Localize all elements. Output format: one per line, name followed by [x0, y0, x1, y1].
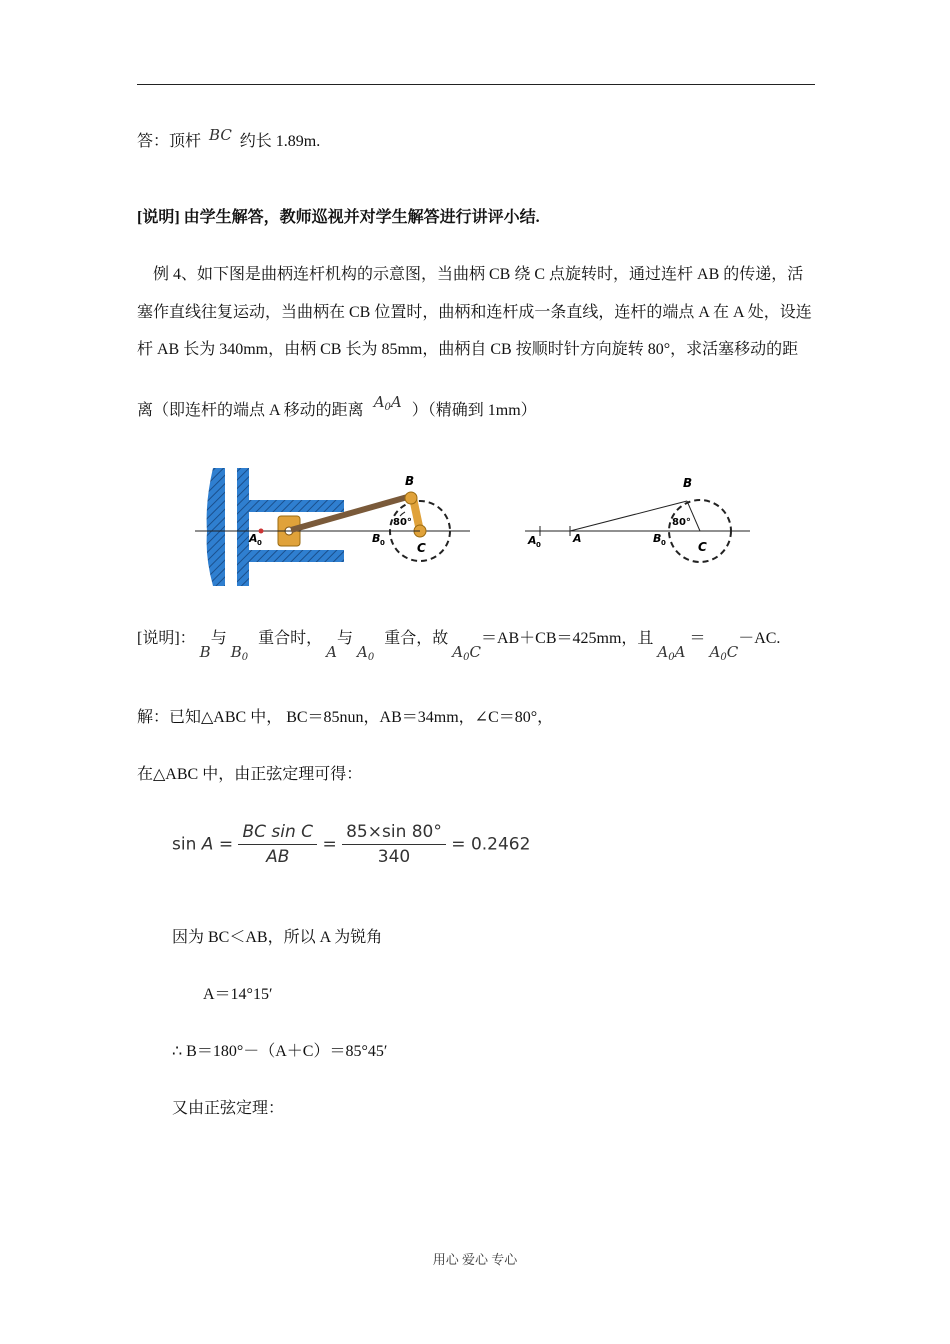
note-2-coincide-2: 重合，故 — [384, 630, 449, 647]
cylinder-bottom — [249, 550, 344, 562]
crank-mechanism-figure — [195, 462, 755, 597]
header-rule — [137, 84, 815, 85]
svg-text:0: 0 — [661, 539, 666, 547]
answer-line — [137, 126, 321, 152]
note-2-tag: [说明]： — [137, 630, 196, 647]
label-b-right: B — [683, 476, 693, 490]
label-b0-right: B — [653, 532, 662, 545]
svg-text:0: 0 — [536, 541, 541, 549]
note-2-a: A — [326, 643, 337, 661]
label-a0-right: A — [528, 534, 537, 547]
cylinder-wall — [237, 468, 249, 586]
answer-suffix: 约长 1.89m. — [239, 133, 321, 150]
example-line-4-prefix: 离（即连杆的端点 A 移动的距离 — [137, 402, 364, 419]
note-1 — [137, 208, 540, 228]
label-c-left: C — [417, 541, 426, 555]
note-2-with-2: 与 — [336, 630, 353, 647]
note-1-text: 由学生解答，教师巡视并对学生解答进行讲评小结. — [183, 209, 540, 226]
cylinder-top — [249, 500, 344, 512]
label-b-left: B — [405, 474, 415, 488]
angle-label-left: 80° — [393, 517, 412, 528]
formula-var-a: A — [201, 834, 214, 855]
solution-angle-a: A＝14°15′ — [203, 986, 273, 1003]
solution-angle-b: ∴ B＝180°－（A＋C）＝85°45′ — [172, 1043, 388, 1060]
note-2-a0a: $A_0A$ — [657, 643, 686, 663]
example-line-2: 塞作直线往复运动，当曲柄在 CB 位置时，曲柄和连杆成一条直线，连杆的端点 A 在 A 处，设连 — [137, 304, 812, 321]
note-2-a0c: $A_0C$ — [452, 643, 481, 663]
formula-sin: sin — [172, 834, 197, 855]
note-2-minus: －AC. — [738, 630, 781, 647]
note-2-eq-1: ＝AB＋CB＝425mm，且 — [480, 630, 654, 647]
solution-law: 在△ABC 中，由正弦定理可得： — [137, 766, 363, 783]
page-footer: 用心 爱心 专心 — [432, 1252, 518, 1267]
solution-because: 因为 BC＜AB，所以 A 为锐角 — [172, 929, 383, 946]
example-line-4 — [137, 393, 537, 423]
note-2-with-1: 与 — [210, 630, 227, 647]
angle-label-right: 80° — [672, 517, 691, 528]
note-2-a0: $A_0$ — [357, 643, 375, 663]
formula-fraction-2: $\frac{85\times\sin 80^\circ}{340}$ — [342, 822, 446, 867]
svg-text:0: 0 — [380, 539, 385, 547]
note-2-a0c-2: $A_0C$ — [709, 643, 739, 663]
label-a0-left: A — [249, 532, 258, 545]
formula-fraction-1: $\frac{\text{BC sin C}}{AB}$ — [238, 822, 317, 867]
label-b0-left: B — [372, 532, 381, 545]
note-2-eq-2: ＝ — [689, 630, 706, 647]
note-2-b0: $B_0$ — [230, 643, 249, 663]
solution-again: 又由正弦定理： — [172, 1100, 285, 1117]
note-1-tag: [说明] — [137, 209, 180, 226]
sine-law-formula: sin A = $\frac{\text{BC sin C}}{AB}$ = $\frac{85\times\sin 80^\circ}{340}$ = 0.2462 — [172, 822, 531, 867]
answer-prefix: 答：顶杆 — [137, 133, 202, 150]
a0a-var: $A_0A$ — [373, 393, 402, 413]
formula-result: = 0.2462 — [451, 834, 531, 855]
label-a-right: A — [573, 532, 582, 545]
solution-given: 解：已知△ABC 中， BC＝85nun，AB＝34mm，∠C＝80°， — [137, 709, 554, 726]
example-line-1: 例 4、如下图是曲柄连杆机构的示意图，当曲柄 CB 绕 C 点旋转时，通过连杆 AB 的传递，活 — [153, 266, 804, 283]
label-c-right: C — [698, 540, 707, 554]
note-2-coincide-1: 重合时， — [258, 630, 323, 647]
svg-text:0: 0 — [257, 539, 262, 547]
note-2 — [137, 628, 781, 663]
answer-var: BC — [209, 126, 232, 144]
example-line-4-suffix: ）（精确到 1mm） — [411, 402, 537, 419]
crank-diagram-svg — [195, 462, 755, 592]
note-2-b: B — [199, 643, 211, 661]
example-line-3: 杆 AB 长为 340mm，由柄 CB 长为 85mm，曲柄自 CB 按顺时针方向旋转 80°，求活塞移动的距 — [137, 341, 799, 358]
wall-shape — [207, 468, 225, 586]
